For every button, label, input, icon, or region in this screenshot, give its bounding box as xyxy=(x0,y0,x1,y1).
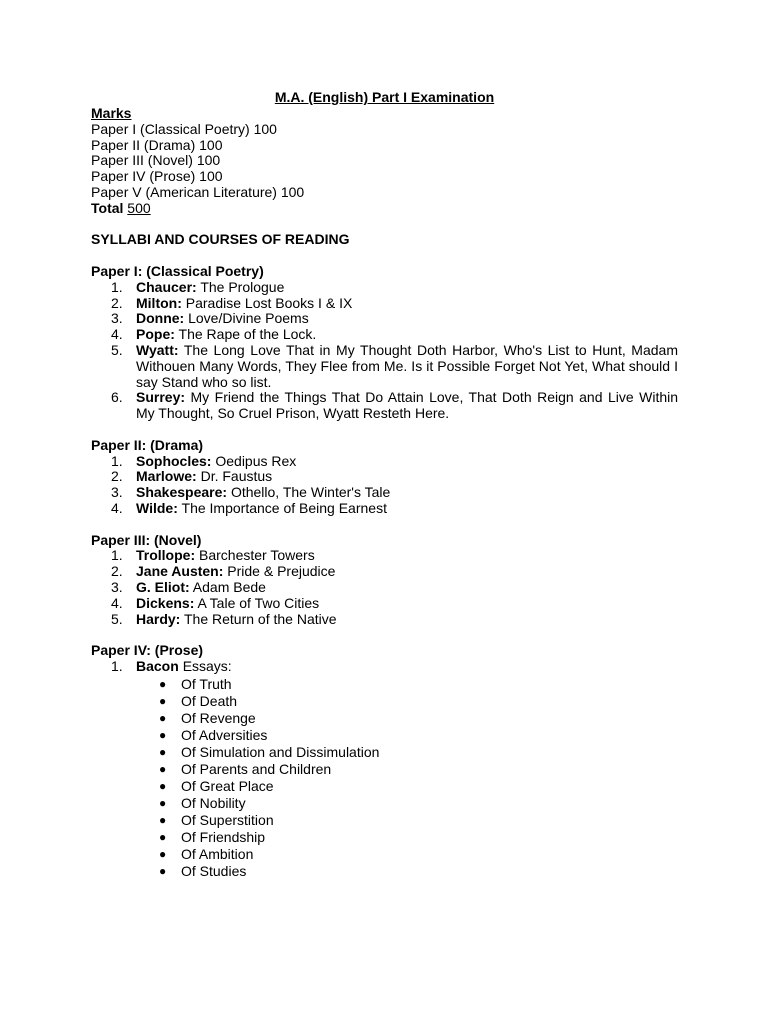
work: Oedipus Rex xyxy=(215,452,297,469)
list-item: 1. Trollope: Barchester Towers xyxy=(111,547,315,564)
document-content xyxy=(91,89,678,880)
marks-paper-3: Paper III (Novel) 100 xyxy=(91,152,221,169)
essay-item: ● Of Friendship xyxy=(159,828,266,845)
essay-item: ● Of Great Place xyxy=(159,777,274,794)
work: The Importance of Being Earnest xyxy=(181,499,387,516)
paper1-list xyxy=(91,280,678,422)
essay-item: ● Of Death xyxy=(159,692,238,709)
work: Paradise Lost Books I & IX xyxy=(185,294,353,311)
work: The Return of the Native xyxy=(184,610,337,627)
paper1-heading: Paper I: (Classical Poetry) xyxy=(91,262,264,279)
author: G. Eliot: xyxy=(136,578,190,595)
paper4-heading: Paper IV: (Prose) xyxy=(91,642,204,659)
marks-list xyxy=(91,122,678,201)
work: Pride & Prejudice xyxy=(227,563,336,580)
author: Hardy: xyxy=(136,610,181,627)
author: Milton: xyxy=(136,294,182,311)
marks-paper-4: Paper IV (Prose) 100 xyxy=(91,168,223,185)
list-item: 2. Jane Austen: Pride & Prejudice xyxy=(111,563,336,580)
list-item: 5. Hardy: The Return of the Native xyxy=(111,610,337,627)
author: Wilde: xyxy=(136,499,178,516)
list-item: 1. Bacon Essays: ● Of Truth ● Of Death ● Of Revenge ● Of Adversities ● Of Simulation and Dissimulation ● Of Parents and Children ● Of Great Place ● Of Nobility ● Of Superstition ● Of Friendship ● Of Ambition ● Of Studies xyxy=(91,659,678,880)
work: Adam Bede xyxy=(192,578,266,595)
work: Essays: xyxy=(182,657,232,674)
author: Jane Austen: xyxy=(136,563,224,580)
author: Sophocles: xyxy=(136,452,212,469)
essay-item: ● Of Truth xyxy=(159,675,232,692)
list-item: 3. G. Eliot: Adam Bede xyxy=(111,578,266,595)
paper2-heading: Paper II: (Drama) xyxy=(91,436,204,453)
essay-item: ● Of Adversities xyxy=(159,726,268,743)
author: Shakespeare: xyxy=(136,484,228,501)
essay-item: ● Of Nobility xyxy=(159,794,246,811)
essay-item: ● Of Studies xyxy=(159,862,247,879)
author: Chaucer: xyxy=(136,278,197,295)
essay-list xyxy=(136,676,678,880)
author: Pope: xyxy=(136,326,175,343)
list-item: 4. Pope: The Rape of the Lock. xyxy=(111,326,317,343)
list-item: 3. Donne: Love/Divine Poems xyxy=(111,310,309,327)
list-item: 2. Milton: Paradise Lost Books I & IX xyxy=(111,294,353,311)
work: The Prologue xyxy=(200,278,285,295)
total-value: 500 xyxy=(127,199,151,216)
list-item: 1. Chaucer: The Prologue xyxy=(111,278,285,295)
author: Bacon xyxy=(136,657,179,674)
essay-item: ● Of Parents and Children xyxy=(159,760,332,777)
list-item: 2. Marlowe: Dr. Faustus xyxy=(111,468,273,485)
marks-total xyxy=(91,201,678,217)
author: Surrey: xyxy=(136,389,186,406)
list-item: 4. Dickens: A Tale of Two Cities xyxy=(111,594,320,611)
author: Trollope: xyxy=(136,547,196,564)
page-title: M.A. (English) Part I Examination xyxy=(274,89,495,105)
work: Barchester Towers xyxy=(199,547,315,564)
essay-item: ● Of Superstition xyxy=(159,811,274,828)
work: Dr. Faustus xyxy=(200,468,273,485)
work: My Friend the Things That Do Attain Love, That Doth Reign and Live Within My Thought, So Cruel Prison, Wyatt Resteth Here. xyxy=(136,389,679,422)
total-label: Total xyxy=(91,199,124,216)
list-item: 5. Wyatt: The Long Love That in My Thought Doth Harbor, Who's List to Hunt, Madam Withouen Many Words, They Flee from Me. Is it Possible Forget Not Yet, What should I say Stand who so list. xyxy=(111,341,678,390)
work: Othello, The Winter's Tale xyxy=(230,484,391,501)
paper2-list xyxy=(91,454,678,517)
work: Love/Divine Poems xyxy=(188,310,309,327)
paper3-list xyxy=(91,548,678,627)
list-item: 3. Shakespeare: Othello, The Winter's Tale xyxy=(111,484,391,501)
work: A Tale of Two Cities xyxy=(197,594,320,611)
marks-paper-2: Paper II (Drama) 100 xyxy=(91,136,223,153)
work: The Long Love That in My Thought Doth Harbor, Who's List to Hunt, Madam Withouen Many Words, They Flee from Me. Is it Possible Forget Not Yet, What should I say Stand who so list. xyxy=(136,341,678,390)
marks-heading: Marks xyxy=(91,105,132,121)
list-item: 6. Surrey: My Friend the Things That Do Attain Love, That Doth Reign and Live Within My Thought, So Cruel Prison, Wyatt Resteth Here. xyxy=(111,389,679,422)
work: The Rape of the Lock. xyxy=(178,326,317,343)
marks-paper-5: Paper V (American Literature) 100 xyxy=(91,183,305,200)
marks-paper-1: Paper I (Classical Poetry) 100 xyxy=(91,120,277,137)
paper3-heading: Paper III: (Novel) xyxy=(91,531,202,548)
essay-item: ● Of Ambition xyxy=(159,845,254,862)
author: Marlowe: xyxy=(136,468,197,485)
essay-item: ● Of Simulation and Dissimulation xyxy=(159,743,380,760)
author: Dickens: xyxy=(136,594,195,611)
syllabi-heading: SYLLABI AND COURSES OF READING xyxy=(91,231,350,248)
list-item: 4. Wilde: The Importance of Being Earnest xyxy=(111,499,387,516)
essay-item: ● Of Revenge xyxy=(159,709,256,726)
author: Wyatt: xyxy=(136,341,179,358)
paper4-list xyxy=(91,659,678,880)
list-item: 1. Sophocles: Oedipus Rex xyxy=(111,452,297,469)
author: Donne: xyxy=(136,310,185,327)
